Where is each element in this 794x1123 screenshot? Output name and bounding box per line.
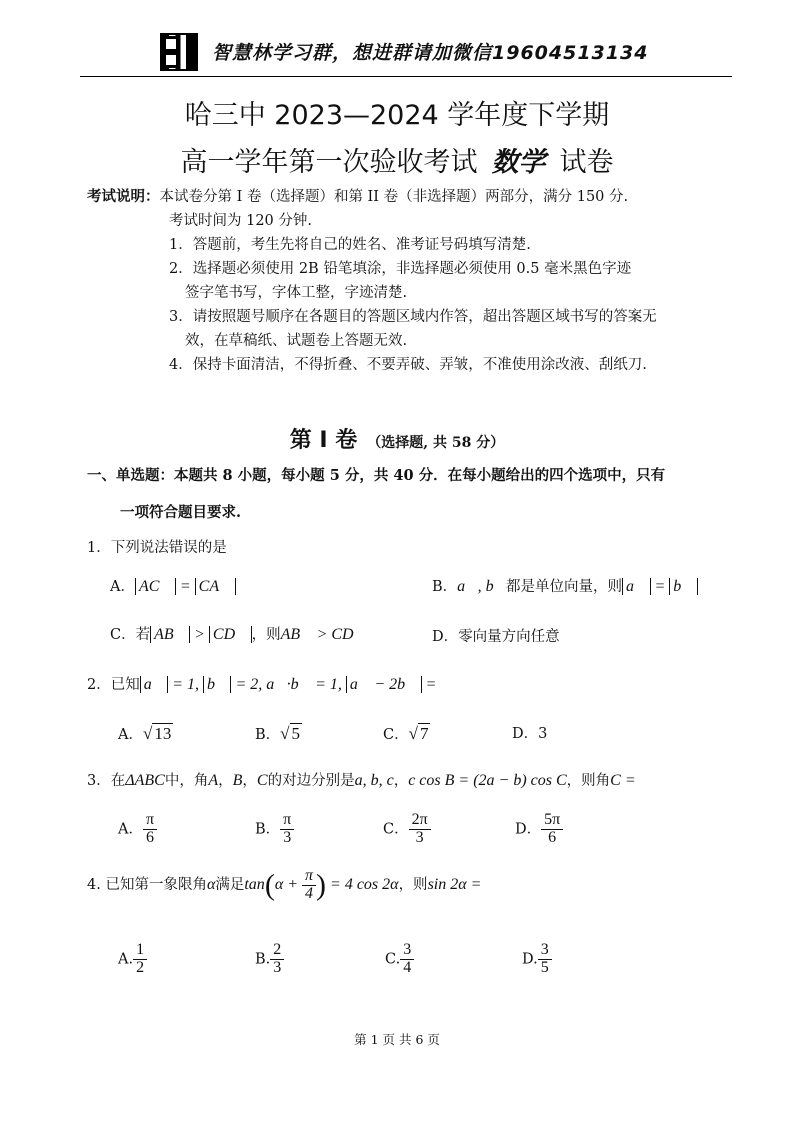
q4-target: sin 2α = bbox=[427, 875, 482, 893]
q4-equation: tan(α + $\frac{\pi}{4}$ ) = 4 cos 2α bbox=[244, 867, 399, 902]
instructions-item-1: 1．答题前，考生先将自己的姓名、准考证号码填写清楚. bbox=[169, 237, 531, 253]
q2-option-d: D．3 bbox=[512, 726, 548, 742]
q2-c-label: C． bbox=[383, 727, 409, 743]
q1-d-text: 零向量方向任意 bbox=[458, 629, 560, 645]
q1-option-b bbox=[432, 579, 698, 595]
q3-c-den: 3 bbox=[415, 828, 424, 846]
qr-code-icon bbox=[160, 33, 198, 71]
q2-b-label: B． bbox=[255, 727, 281, 743]
q4-stem bbox=[87, 868, 481, 903]
q4-b-label: B. bbox=[255, 951, 271, 968]
q2-b-value: 5 bbox=[291, 724, 300, 743]
q1-b-text: 都是单位向量，则 bbox=[506, 579, 623, 595]
q4-a-den: 2 bbox=[136, 958, 145, 976]
q1-c-mid: ，则 bbox=[251, 627, 281, 643]
q4-d-den: 5 bbox=[540, 958, 549, 976]
q3-c-frac bbox=[409, 812, 431, 847]
q4-option-a bbox=[118, 942, 147, 977]
q3-triangle: ΔABC bbox=[125, 772, 165, 789]
section-note: （选择题, 共 58 分） bbox=[367, 435, 505, 451]
q1-a-math: AC⃗ = CA⃗ bbox=[135, 578, 236, 595]
q4-a-num: 1 bbox=[133, 942, 147, 960]
q1-stem: 1．下列说法错误的是 bbox=[87, 540, 227, 556]
q1-c-cond: AB⃗ > CD⃗ bbox=[150, 626, 251, 643]
q3-angle-c: C bbox=[256, 772, 268, 789]
q4-option-d bbox=[522, 942, 552, 977]
instructions-intro-1: 本试卷分第 I 卷（选择题）和第 II 卷（非选择题）两部分，满分 150 分. bbox=[159, 189, 629, 205]
q3-c-label: C． bbox=[383, 821, 409, 838]
section-title: 第 I 卷 bbox=[289, 428, 358, 453]
q2-c-value: 7 bbox=[419, 724, 429, 743]
page-number: 第 1 页 共 6 页 bbox=[354, 1032, 440, 1047]
q4-b-num: 2 bbox=[270, 942, 284, 960]
part-heading-2: 一项符合题目要求. bbox=[120, 504, 242, 521]
q3-c-num: 2π bbox=[409, 812, 431, 830]
q1-b-label: B． bbox=[432, 579, 458, 595]
q3-option-c bbox=[383, 812, 431, 847]
q1-b-math: a⃗ = b⃗ bbox=[622, 578, 698, 595]
q4-c-den: 4 bbox=[403, 958, 412, 976]
page-title: 哈三中 2023—2024 学年度下学期 bbox=[184, 100, 610, 131]
q2-math: a⃗ = 1, b⃗ = 2, a⃗·b⃗ = 1, a⃗ − 2b⃗ = bbox=[140, 676, 437, 693]
instructions-label: 考试说明： bbox=[87, 188, 160, 205]
q1-a-label: A． bbox=[110, 579, 135, 595]
q3-stem-a: 3．在 bbox=[87, 773, 126, 789]
q4-a-frac bbox=[133, 942, 147, 977]
q4-c-frac bbox=[400, 942, 414, 977]
q1-option-a bbox=[110, 579, 236, 595]
q3-stem-b: 中，角 bbox=[164, 773, 209, 789]
q2-option-b bbox=[255, 725, 302, 743]
q2-a-math: √ 13 bbox=[142, 724, 172, 743]
instructions-intro-2: 考试时间为 120 分钟. bbox=[169, 213, 313, 229]
page-subtitle bbox=[0, 140, 794, 179]
q2-c-math: √ 7 bbox=[408, 724, 429, 743]
q3-option-a bbox=[118, 812, 157, 847]
q1-c-result: AB⃗ > CD⃗ bbox=[280, 626, 367, 643]
q4-c-num: 3 bbox=[400, 942, 414, 960]
q2-stem-text: 2．已知 bbox=[87, 677, 140, 693]
instructions-item-2a: 2．选择题必须使用 2B 铅笔填涂，非选择题必须使用 0.5 毫米黑色字迹 bbox=[169, 261, 632, 277]
instructions-line-1 bbox=[87, 190, 628, 205]
q4-option-c bbox=[385, 942, 414, 977]
q2-b-math: √ 5 bbox=[280, 724, 300, 743]
subject-label: 数学 bbox=[491, 147, 546, 178]
q4-b-den: 3 bbox=[273, 958, 282, 976]
q4-d-num: 3 bbox=[538, 942, 552, 960]
header-banner: 智慧林学习群，想进群请加微信1960451313​4 bbox=[212, 42, 649, 64]
q2-option-a bbox=[118, 725, 173, 743]
q2-option-c bbox=[383, 725, 430, 743]
instructions-item-3b: 效，在草稿纸、试题卷上答题无效. bbox=[185, 333, 408, 349]
q3-angle-b: B bbox=[232, 772, 243, 789]
instructions-item-4: 4．保持卡面清洁，不得折叠、不要弄破、弄皱，不准使用涂改液、刮纸刀. bbox=[169, 357, 647, 373]
q4-stem-b: 满足 bbox=[215, 876, 245, 893]
q4-stem-c: ，则 bbox=[398, 876, 428, 893]
q4-c-label: C. bbox=[385, 951, 401, 968]
q3-d-num: 5π bbox=[541, 812, 563, 830]
instructions-item-3a: 3．请按照题号顺序在各题目的答题区域内作答，超出答题区域书写的答案无 bbox=[169, 309, 657, 325]
q3-option-d bbox=[515, 812, 563, 847]
q3-sides: a, b, c bbox=[354, 772, 394, 789]
q3-stem-c: 的对边分别是 bbox=[267, 773, 355, 789]
q3-stem: 3．在ΔABC中，角A，B，C的对边分别是a, b, c，c cos B = (2a − b) cos C，则角C = bbox=[87, 772, 636, 789]
q3-d-frac bbox=[541, 812, 563, 847]
q2-stem bbox=[87, 677, 436, 693]
q1-option-d bbox=[432, 630, 560, 645]
part-heading-1: 一、单选题：本题共 8 小题，每小题 5 分，共 40 分．在每小题给出的四个选项中，只有 bbox=[87, 467, 666, 484]
q3-b-num: π bbox=[280, 812, 294, 830]
q4-alpha: α bbox=[206, 875, 216, 893]
q3-angles: A bbox=[208, 772, 219, 789]
q1-option-c bbox=[110, 627, 366, 643]
q3-a-num: π bbox=[143, 812, 157, 830]
q3-d-den: 6 bbox=[548, 828, 557, 846]
q3-option-b bbox=[255, 812, 294, 847]
q3-b-den: 3 bbox=[283, 828, 292, 846]
q3-d-label: D． bbox=[515, 821, 542, 838]
header-divider bbox=[80, 76, 732, 77]
q3-b-label: B． bbox=[255, 821, 281, 838]
q3-a-den: 6 bbox=[146, 828, 155, 846]
q4-stem-a: 4. 已知第一象限角 bbox=[87, 876, 207, 893]
q4-d-label: D. bbox=[522, 951, 538, 968]
q4-option-b bbox=[255, 942, 284, 977]
q3-a-label: A． bbox=[118, 821, 143, 838]
instructions-item-2b: 签字笔书写，字体工整，字迹清楚. bbox=[185, 285, 408, 301]
q3-a-frac bbox=[143, 812, 157, 847]
section-heading bbox=[0, 423, 794, 454]
subtitle-left: 高一学年第一次验收考试 bbox=[180, 147, 478, 178]
q3-stem-d: ，则角 bbox=[566, 773, 611, 789]
q1-b-vectors: a⃗, b⃗ bbox=[457, 578, 507, 595]
q2-a-label: A． bbox=[118, 727, 143, 743]
q4-a-label: A. bbox=[118, 951, 134, 968]
q1-c-label: C．若 bbox=[110, 627, 151, 643]
q2-a-value: 13 bbox=[154, 724, 172, 743]
q3-b-frac bbox=[280, 812, 294, 847]
subtitle-right: 试卷 bbox=[559, 147, 614, 178]
q3-equation: c cos B = (2a − b) cos C bbox=[408, 772, 567, 789]
q4-d-frac bbox=[538, 942, 552, 977]
q4-b-frac bbox=[270, 942, 284, 977]
q3-target: C = bbox=[610, 772, 636, 789]
q1-d-label: D． bbox=[432, 629, 459, 645]
